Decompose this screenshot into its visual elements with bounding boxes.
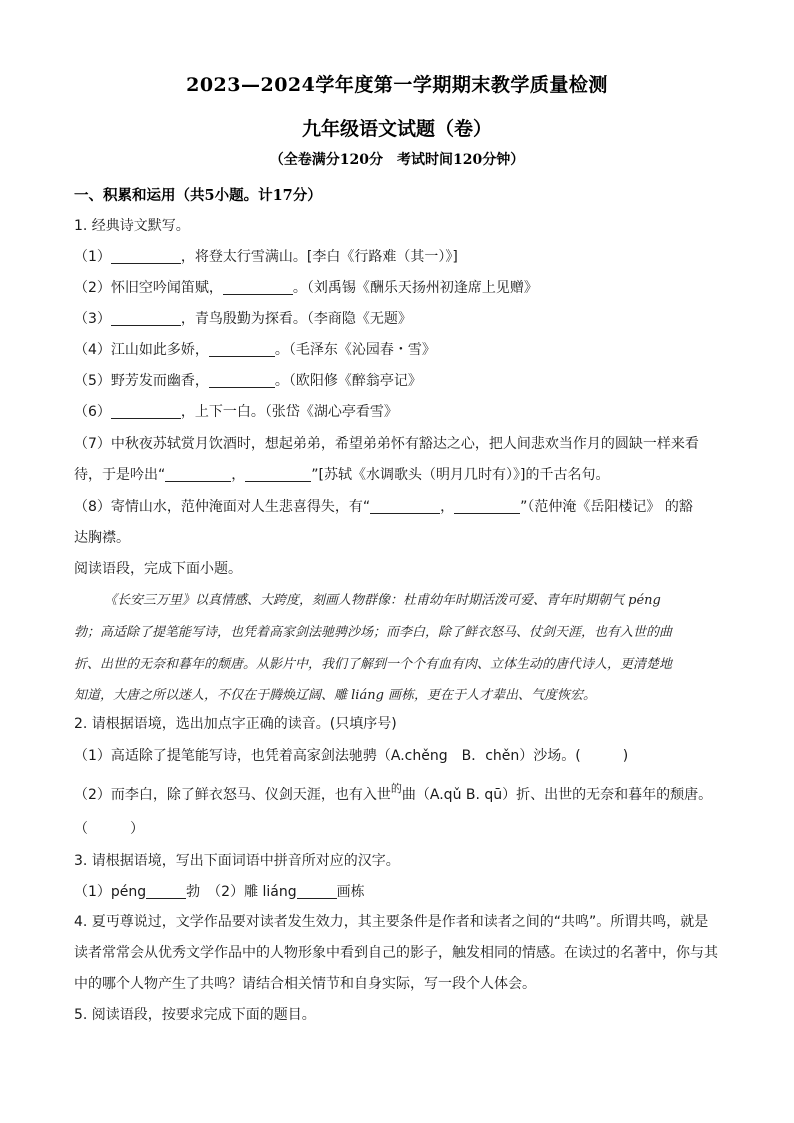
answer-blank[interactable] (146, 884, 186, 899)
q4-line-1: 4. 夏丏尊说过，文学作品要对读者发生效力，其主要条件是作者和读者之间的“共鸣”。所谓共鸣，就是 (74, 914, 709, 930)
q3-stem: 3. 请根据语境，写出下面词语中拼音所对应的汉字。 (74, 853, 400, 869)
q4-line-3: 中的哪个人物产生了共鸣？请结合相关情节和自身实际，写一段个人体会。 (74, 976, 536, 992)
q1-item-8-line2: 达胸襟。 (74, 530, 130, 546)
q1-item-4: （4）江山如此多娇， 。（毛泽东《沁园春・雪》 (74, 342, 436, 358)
q1-item-7-line2: 待，于是吟出“ ， ”[苏轼《水调歌头（明月几时有）》]的千古名句。 (74, 467, 610, 483)
passage-line-1: 《长安三万里》以真情感、大跨度，刻画人物群像：杜甫幼年时期活泼可爱、青年时期朝气 péng (104, 593, 661, 608)
answer-blank[interactable] (209, 342, 275, 357)
answer-blank[interactable] (209, 373, 275, 388)
passage-line-2: 勃；高适除了提笔能写诗，也凭着高家剑法驰骋沙场；而李白，除了鲜衣怒马、仗剑天涯，也有入世的曲 (74, 625, 673, 640)
answer-blank[interactable] (111, 404, 181, 419)
q1-item-8-line1: （8）寄情山水，范仲淹面对人生悲喜得失，有“ ， ”（范仲淹《岳阳楼记》 的豁 (74, 499, 693, 515)
q1-item-5: （5）野芳发而幽香， 。（欧阳修《醉翁亭记》 (74, 373, 422, 389)
q1-item-2: （2）怀旧空吟闻笛赋， 。（刘禹锡《酬乐天扬州初逢席上见赠》 (74, 280, 538, 296)
q1-item-6: （6） ，上下一白。（张岱《湖心亭看雪》 (74, 404, 398, 420)
q1-stem: 1. 经典诗文默写。 (74, 218, 190, 234)
exam-subtitle: 九年级语文试题（卷） (301, 118, 492, 140)
answer-blank[interactable] (223, 280, 293, 295)
q3-items: （1）péng 勃 （2）雕 liáng 画栋 (74, 884, 365, 900)
reading-intro: 阅读语段，完成下面小题。 (74, 561, 242, 577)
q2-answer-bracket[interactable]: （ ） (74, 821, 144, 837)
answer-blank[interactable] (111, 311, 181, 326)
q5-stem: 5. 阅读语段，按要求完成下面的题目。 (74, 1007, 316, 1023)
q1-item-3: （3） ，青鸟殷勤为探看。（李商隐《无题》 (74, 311, 412, 327)
answer-blank[interactable] (454, 499, 520, 514)
q2-stem: 2. 请根据语境，选出加点字正确的读音。(只填序号) (74, 716, 397, 732)
answer-blank[interactable] (297, 884, 337, 899)
passage-line-3: 折、出世的无奈和暮年的颓唐。从影片中，我们了解到一个个有血有肉、立体生动的唐代诗人，更清楚地 (74, 657, 673, 672)
answer-blank[interactable] (165, 467, 231, 482)
answer-blank[interactable] (370, 499, 440, 514)
exam-title: 2023—2024学年度第一学期期末教学质量检测 (186, 74, 608, 96)
q2-item-1: （1）高适除了提笔能写诗，也凭着高家剑法驰骋（A.chěng B．chěn）沙场。( ) (74, 748, 629, 764)
passage-line-4: 知道，大唐之所以迷人，不仅在于腾焕辽阔、雕 liáng 画栋，更在于人才辈出、气度恢宏。 (74, 688, 597, 703)
q1-item-1: （1） ，将登太行雪满山。[李白《行路难（其一）》] (74, 249, 458, 265)
answer-blank[interactable] (111, 249, 181, 264)
section-heading: 一、积累和运用（共5小题。计17分） (74, 187, 322, 204)
exam-note: （全卷满分120分 考试时间120分钟） (269, 152, 525, 168)
q4-line-2: 读者常常会从优秀文学作品中的人物形象中看到自己的影子，触发相同的情感。在读过的名著中，你与其 (74, 945, 718, 961)
answer-blank[interactable] (245, 467, 311, 482)
q1-item-7-line1: （7）中秋夜苏轼赏月饮酒时，想起弟弟，希望弟弟怀有豁达之心，把人间悲欢当作月的圆缺一样来看 (74, 436, 699, 452)
q2-item-2: （2）而李白，除了鲜衣怒马、仪剑天涯，也有入世$^的$曲（A.qǔ B. qū）折、出世的无奈和暮年的颓唐。 (74, 782, 713, 803)
